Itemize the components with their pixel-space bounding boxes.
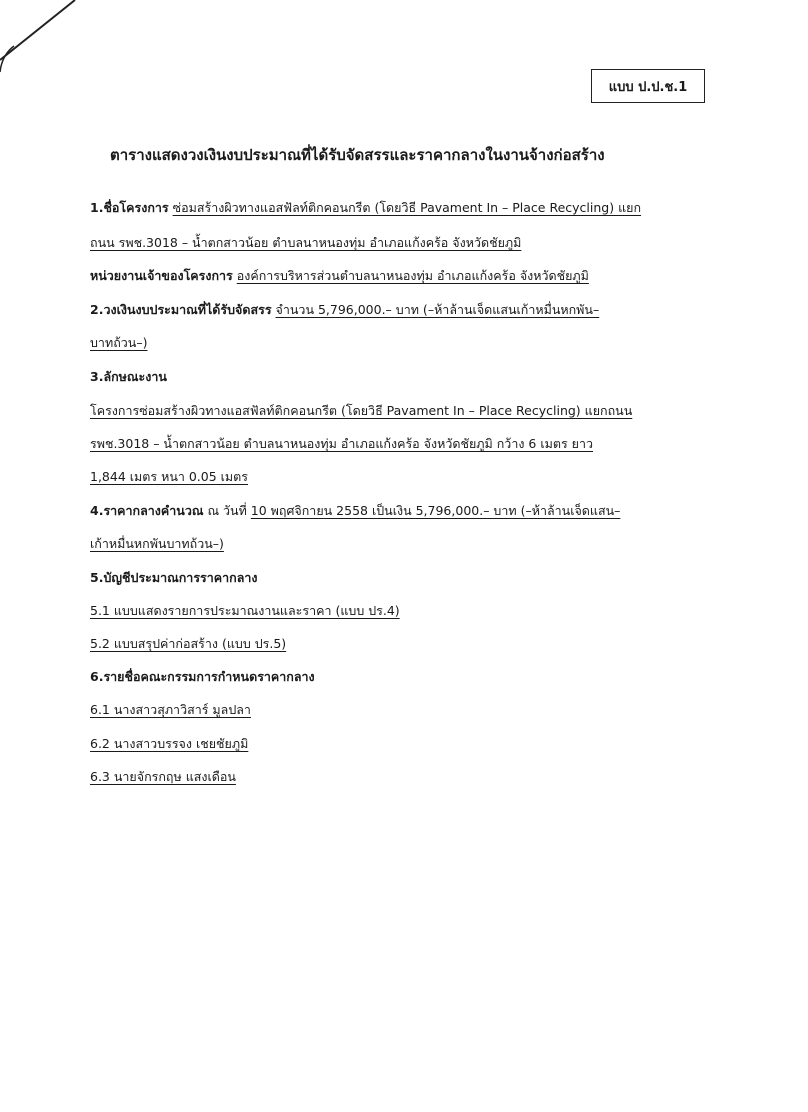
median-price-label: 4.ราคากลางคำนวณ <box>90 503 204 518</box>
work-type-text-b: รพช.3018 – น้ำตกสาวน้อย ตำบลนาหนองทุ่ม อำเภอแก้งคร้อ จังหวัดชัยภูมิ กว้าง 6 เมตร ยาว <box>90 436 594 451</box>
work-type-text-c: 1,844 เมตร หนา 0.05 เมตร <box>90 469 249 484</box>
estimate-heading: 5.บัญชีประมาณการราคากลาง <box>90 570 258 585</box>
project-name-line-1 <box>90 198 641 218</box>
median-price-text-b: 10 พฤศจิกายน 2558 เป็นเงิน 5,796,000.– บาท (–ห้าล้านเจ็ดแสน– <box>250 503 621 518</box>
median-price-date-prefix: ณ วันที่ <box>207 503 247 518</box>
estimate-item <box>90 634 286 654</box>
owner-label: หน่วยงานเจ้าของโครงการ <box>90 268 233 283</box>
work-type-line-2 <box>90 434 593 454</box>
estimate-item-1: 5.1 แบบแสดงรายการประมาณงานและราคา (แบบ ปร.4) <box>90 603 400 618</box>
committee-member-3: 6.3 นายจักรกฤษ แสงเดือน <box>90 769 236 784</box>
committee-heading: 6.รายชื่อคณะกรรมการกำหนดราคากลาง <box>90 669 315 684</box>
committee-member <box>90 700 251 720</box>
median-price-line-1 <box>90 501 620 521</box>
project-name-label: 1.ชื่อโครงการ <box>90 200 169 215</box>
committee-member-2: 6.2 นางสาวบรรจง เชยชัยภูมิ <box>90 736 249 751</box>
budget-line-2 <box>90 333 147 353</box>
project-name-text-b: ถนน รพช.3018 – น้ำตกสาวน้อย ตำบลนาหนองทุ่ม อำเภอแก้งคร้อ จังหวัดชัยภูมิ <box>90 235 522 250</box>
committee-member <box>90 767 236 787</box>
form-code-box: แบบ ป.ป.ช.1 <box>591 69 705 103</box>
work-type-text-a: โครงการซ่อมสร้างผิวทางแอสฟัลท์ติกคอนกรีต (โดยวิธี Pavament In – Place Recycling) แยกถนน <box>90 403 633 418</box>
folded-corner-mark <box>0 0 90 80</box>
estimate-item-2: 5.2 แบบสรุปค่าก่อสร้าง (แบบ ปร.5) <box>90 636 287 651</box>
project-name-text-a: ซ่อมสร้างผิวทางแอสฟัลท์ติกคอนกรีต (โดยวิธี Pavament In – Place Recycling) แยก <box>172 200 642 215</box>
work-type-line-1 <box>90 401 632 421</box>
work-type-line-3 <box>90 467 248 487</box>
budget-text-a: จำนวน 5,796,000.– บาท (–ห้าล้านเจ็ดแสนเก้าหมื่นหกพัน– <box>275 302 600 317</box>
median-price-line-2 <box>90 534 224 554</box>
committee-member <box>90 734 248 754</box>
committee-member-1: 6.1 นางสาวสุภาวิสาร์ มูลปลา <box>90 702 251 717</box>
owner-line <box>90 266 589 286</box>
owner-text: องค์การบริหารส่วนตำบลนาหนองทุ่ม อำเภอแก้งคร้อ จังหวัดชัยภูมิ <box>236 268 589 283</box>
estimate-item <box>90 601 400 621</box>
budget-label: 2.วงเงินงบประมาณที่ได้รับจัดสรร <box>90 302 272 317</box>
budget-line-1 <box>90 300 599 320</box>
document-title: ตารางแสดงวงเงินงบประมาณที่ได้รับจัดสรรและราคากลางในงานจ้างก่อสร้าง <box>110 146 605 164</box>
median-price-text-c: เก้าหมื่นหกพันบาทถ้วน–) <box>90 536 224 551</box>
budget-text-b: บาทถ้วน–) <box>90 335 148 350</box>
work-type-heading: 3.ลักษณะงาน <box>90 369 167 384</box>
project-name-line-2 <box>90 233 521 253</box>
